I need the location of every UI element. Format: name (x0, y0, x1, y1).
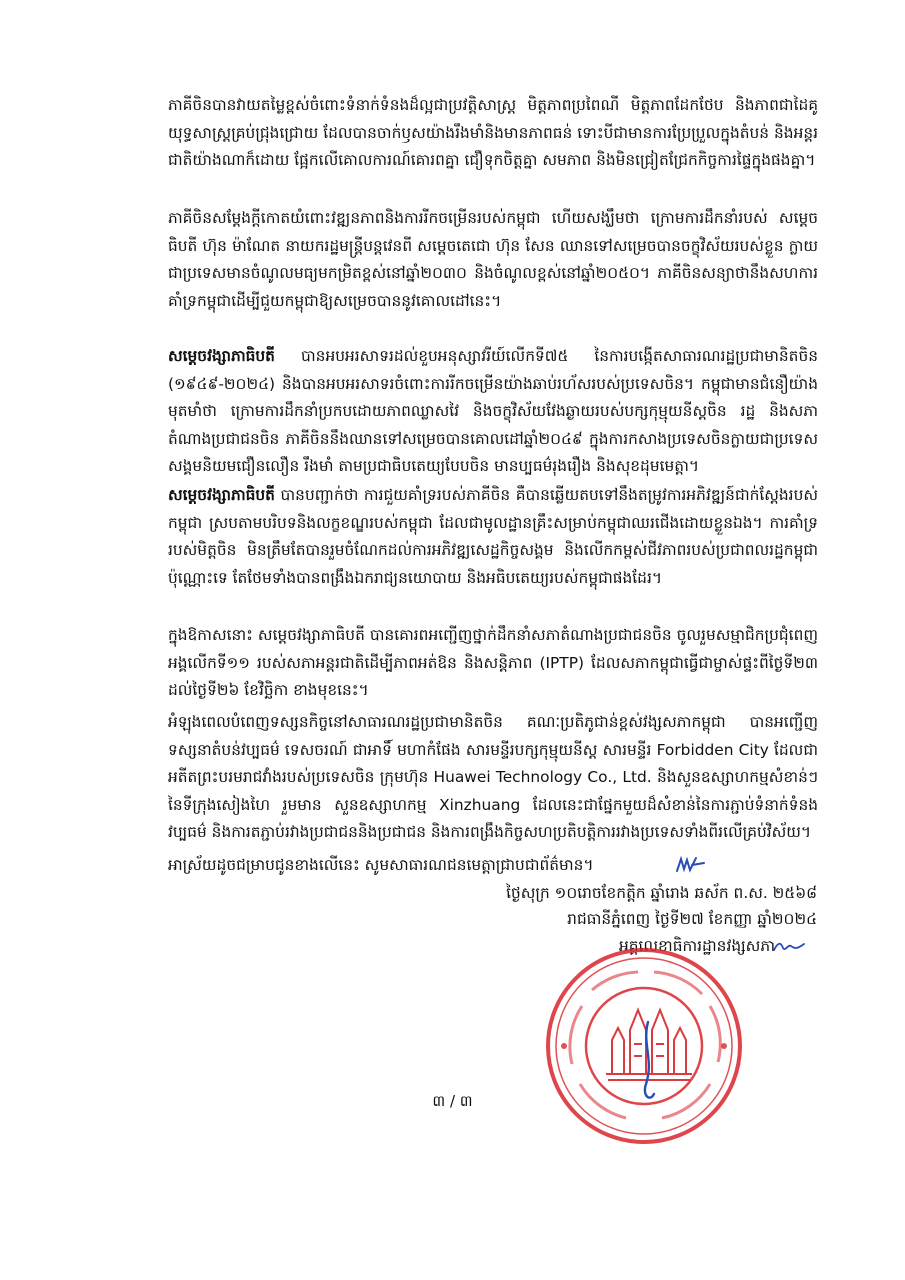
signatory: អគ្គលេខាធិការដ្ឋានវង្សសភា (618, 937, 775, 955)
paragraph-6-text: អំឡុងពេលបំពេញទស្សនកិច្ចនៅសាធារណរដ្ឋប្រជាមានិតចិន គណៈប្រតិភូជាន់ខ្ពស់វង្សសភាកម្ពុជា បានអញ្ជើញទស្សនាតំបន់វប្បធម៌ ទេសចរណ៍ ជាអាទិ៍ មហាកំផែង សារមន្ទីរបក្សកុម្មុយនីស្ត សារមន្ទីរ Forbidden City ដែលជាអតីតព្រះបរមរាជវាំងរបស់ប្រទេសចិន ក្រុមហ៊ុន Huawei Technology Co., Ltd. និងសួនឧស្សាហកម្មសំខាន់ៗនៃទីក្រុងសៀងហៃ រួមមាន សួនឧស្សាហកម្ម Xinzhuang ដែលនេះជាផ្នែកមួយដ៏សំខាន់នៃការភ្ជាប់ទំនាក់ទំនងវប្បធម៌ និងការតភ្ជាប់រវាងប្រជាជននិងប្រជាជន និងការពង្រឹងកិច្ចសហប្រតិបត្តិការរវាងប្រទេសទាំងពីរលើគ្រប់វិស័យ។ (168, 713, 818, 841)
paragraph-2-text: ភាគីចិនសម្តែងក្តីកោតយំពោះវឌ្ឍនភាពនិងការរីកចម្រើនរបស់កម្ពុជា ហើយសង្ឃឹមថា ក្រោមការដឹកនាំរបស់ សម្តេចធិបតី ហ៊ុន ម៉ាណែត នាយករដ្ឋមន្ត្រីបន្តវេនពី សម្តេចតេជោ ហ៊ុន សែន ឈានទៅសម្រេចបានចក្ខុវិស័យរបស់ខ្លួន ក្លាយជាប្រទេសមានចំណូលមធ្យមកម្រិតខ្ពស់នៅឆ្នាំ២០៣០ និងចំណូលខ្ពស់នៅឆ្នាំ២០៥០។ ភាគីចិនសន្យាថានឹងសហការគាំទ្រកម្ពុជាដើម្បីជួយកម្ពុជាឱ្យសម្រេចបាននូវគោលដៅនេះ។ (168, 209, 818, 310)
paragraph-6 (168, 709, 818, 847)
date-solar: រាជធានីភ្នំពេញ ថ្ងៃទី២៧ ខែកញ្ញា ឆ្នាំ២០២៤ (567, 910, 817, 928)
paragraph-4 (168, 482, 818, 592)
official-seal (542, 944, 746, 1148)
paragraph-3-text: បានអបអរសាទរដល់ខួបអនុស្សាវរីយ៍លើកទី៧៥ នៃការបង្កើតសាធារណរដ្ឋប្រជាមានិតចិន (១៩៤៩-២០២៤) និងបានអបអរសាទរចំពោះការរីកចម្រើនយ៉ាងឆាប់រហ័សរបស់ប្រទេសចិន។ កម្ពុជាមានជំនឿយ៉ាងមុតមាំថា ក្រោមការដឹកនាំប្រកបដោយភាពឈ្លាសវៃ និងចក្ខុវិស័យវែងឆ្ងាយរបស់បក្សកុម្មុយនីស្តចិន រដ្ឋ និងសភាតំណាងប្រជាជនចិន ភាគីចិននឹងឈានទៅសម្រេចបានគោលដៅឆ្នាំ២០៤៩ ក្នុងការកសាងប្រទេសចិនក្លាយជាប្រទេសសង្គមនិយមជឿនលឿន រឹងមាំ តាមប្រជាធិបតេយ្យបែបចិន មានប្បធម៌រុងរឿង និងសុខដុមមេត្តា។ (168, 347, 818, 475)
paragraph-1 (168, 92, 818, 175)
paragraph-5-text: ក្នុងឱកាសនោះ សម្តេចវង្សាភាធិបតី បានគោរពអញ្ជើញថ្នាក់ដឹកនាំសភាតំណាងប្រជាជនចិន ចូលរួមសម្មាជិកប្រជុំពេញអង្គលើកទី១១ របស់សភាអន្តរជាតិដើម្បីភាពអត់ឱន និងសន្តិភាព (IPTP) ដែលសភាកម្ពុជាធ្វើជាម្ចាស់ផ្ទះពីថ្ងៃទី២៣ ដល់ថ្ងៃទី២៦ ខែវិច្ឆិកា ខាងមុខនេះ។ (168, 626, 818, 699)
page-number: ៣ / ៣ (432, 1092, 473, 1110)
ink-initial-mark (674, 855, 708, 877)
paragraph-4-text: បានបញ្ជាក់ថា ការជួយគាំទ្ររបស់ភាគីចិន គឺបានឆ្លើយតបទៅនឹងតម្រូវការអភិវឌ្ឍន៍ជាក់ស្តែងរបស់កម្ពុជា ស្របតាមបរិបទនិងលក្ខខណ្ឌរបស់កម្ពុជា ដែលជាមូលដ្ឋានគ្រឹះសម្រាប់កម្ពុជាឈរជើងដោយខ្លួនឯង។ ការគាំទ្ររបស់មិត្តចិន មិនត្រឹមតែបានរួមចំណែកដល់ការអភិវឌ្ឍសេដ្ឋកិច្ចសង្គម និងលើកកម្ពស់ជីវភាពរបស់ប្រជាពលរដ្ឋកម្ពុជាប៉ុណ្ណោះទេ តែថែមទាំងបានពង្រឹងឯករាជ្យនយោបាយ និងអធិបតេយ្យរបស់កម្ពុជាផងដែរ។ (168, 486, 818, 587)
date-lunar: ថ្ងៃសុក្រ ១០រោចខែកត្តិក ឆ្នាំរោង ឆស័ក ព.ស. ២៥៦៨ (506, 884, 817, 902)
paragraph-4-lead: សម្តេចវង្សាភាធិបតី (168, 486, 275, 504)
closing-text: អាស្រ័យដូចជម្រាបជូនខាងលើនេះ សូមសាធារណជនមេត្តាជ្រាបជាព័ត៌មាន។ (168, 856, 594, 874)
paragraph-3-lead: សម្តេចវង្សាភាធិបតី (168, 347, 275, 365)
paragraph-1-text: ភាគីចិនបានវាយតម្លៃខ្ពស់ចំពោះទំនាក់ទំនងដ៏ល្អជាប្រវត្តិសាស្ត្រ មិត្តភាពប្រពៃណី មិត្តភាពដែកថែប និងភាពជាដៃគូយុទ្ធសាស្ត្រគ្រប់ជ្រុងជ្រោយ ដែលបានចាក់ឫសយ៉ាងរឹងមាំនិងមានភាពធន់ ទោះបីជាមានការប្រែប្រួលក្នុងតំបន់ និងអន្តរជាតិយ៉ាងណាក៏ដោយ ផ្អែកលើគោលការណ៍គោរពគ្នា ជឿទុកចិត្តគ្នា សមភាព និងមិនជ្រៀតជ្រែកកិច្ចការផ្ទៃក្នុងផងគ្នា។ (168, 96, 818, 169)
paragraph-5 (168, 622, 818, 705)
signature-scribble (772, 938, 806, 956)
paragraph-3 (168, 343, 818, 481)
paragraph-2 (168, 205, 818, 315)
closing-line (168, 852, 818, 880)
